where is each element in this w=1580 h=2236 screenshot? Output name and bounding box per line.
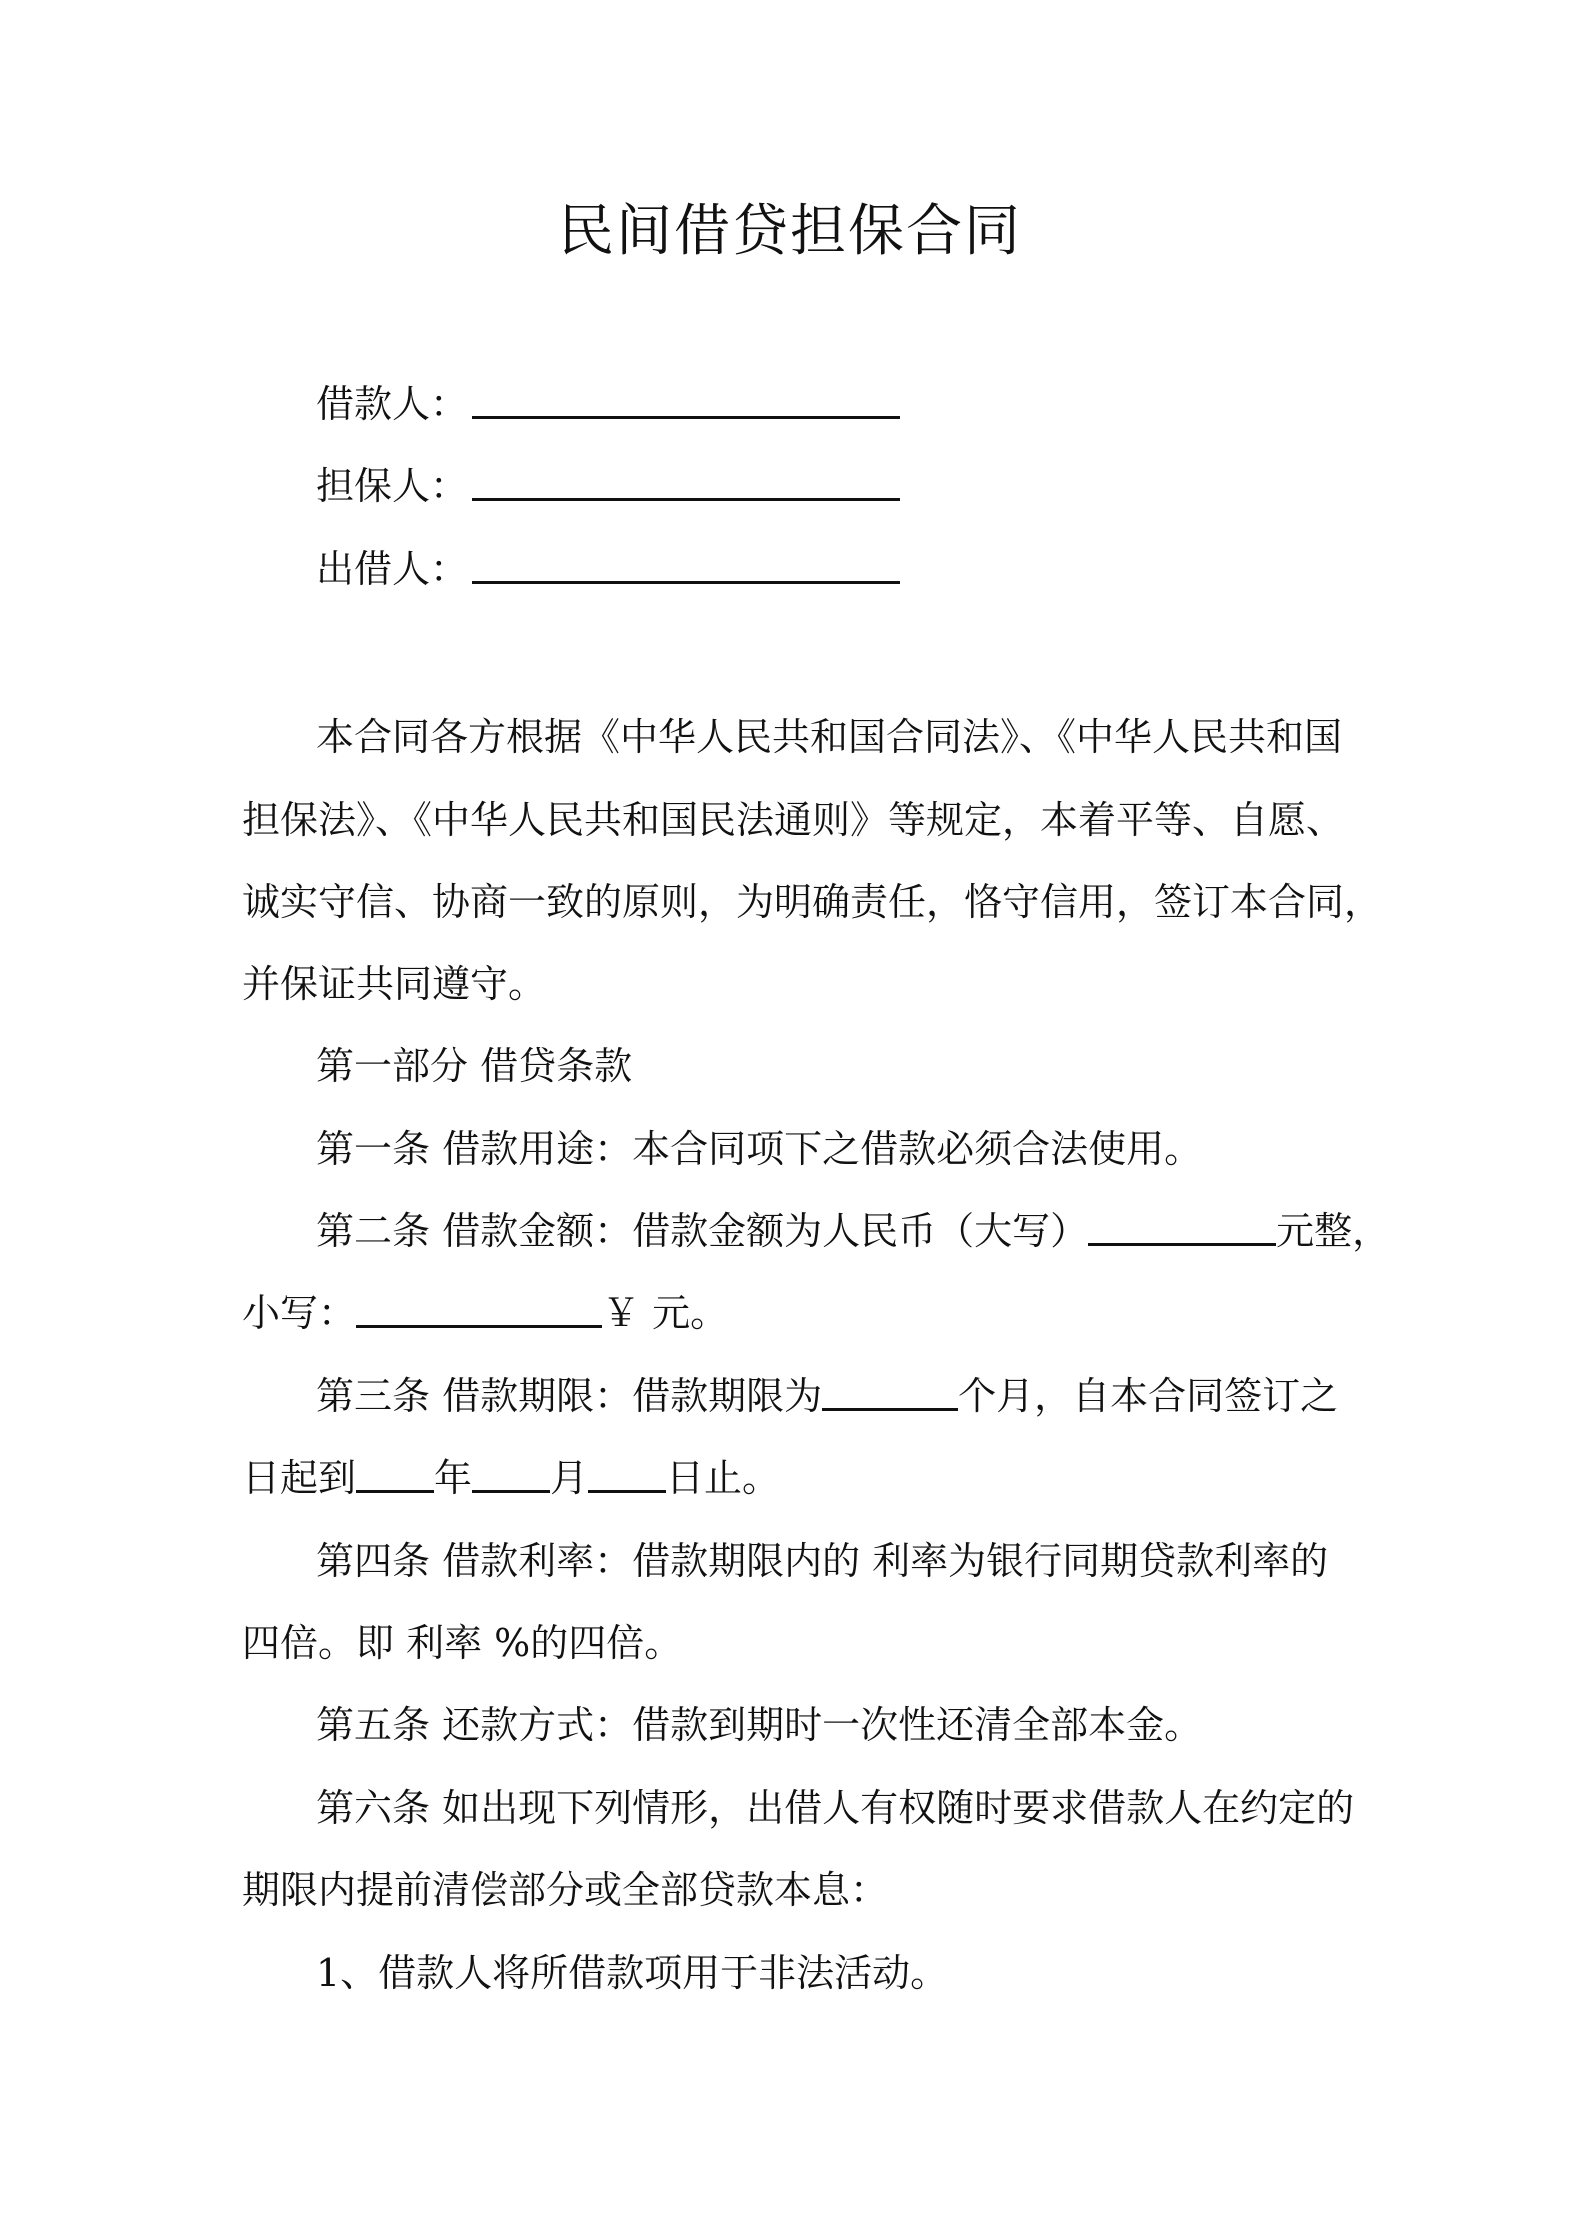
article-6-line-1: 第六条 如出现下列情形，出借人有权随时要求借款人在约定的 — [316, 1786, 1355, 1830]
intro-line-4: 并保证共同遵守。 — [242, 962, 547, 1006]
party-guarantor — [316, 456, 900, 516]
party-label-guarantor: 担保人： — [316, 464, 469, 508]
article-3-text-c: 日起到 — [242, 1456, 357, 1500]
article-4-line-1: 第四条 借款利率：借款期限内的 利率为银行同期贷款利率的 — [316, 1539, 1329, 1583]
end-month-blank[interactable] — [472, 1448, 550, 1493]
party-borrower — [316, 374, 900, 434]
intro-line-3: 诚实守信、协商一致的原则，为明确责任，恪守信用，签订本合同， — [242, 880, 1383, 924]
article-4-line-2: 四倍。即 利率 %的四倍。 — [242, 1621, 683, 1665]
article-2-text-d: ￥ 元。 — [602, 1291, 729, 1335]
document-title: 民间借贷担保合同 — [558, 199, 1022, 264]
article-6-item-1: 1、借款人将所借款项用于非法活动。 — [316, 1951, 949, 1995]
article-2-text-a: 第二条 借款金额：借款金额为人民币（大写） — [316, 1209, 1089, 1253]
article-2-text-b: 元整， — [1276, 1209, 1391, 1253]
article-3-day: 日止。 — [666, 1456, 781, 1500]
intro-line-1: 本合同各方根据《中华人民共和国合同法》、《中华人民共和国 — [316, 715, 1343, 759]
borrower-blank[interactable] — [472, 374, 900, 419]
article-1: 第一条 借款用途：本合同项下之借款必须合法使用。 — [316, 1127, 1203, 1171]
loan-months-blank[interactable] — [822, 1366, 958, 1411]
article-3-line-2 — [242, 1448, 780, 1508]
party-label-borrower: 借款人： — [316, 382, 469, 426]
article-3-line-1 — [316, 1366, 1338, 1426]
article-2-line-2 — [242, 1283, 728, 1343]
amount-lowercase-blank[interactable] — [356, 1283, 602, 1328]
article-2-line-1 — [316, 1201, 1390, 1261]
article-2-text-c: 小写： — [242, 1291, 357, 1335]
article-3-year: 年 — [434, 1456, 473, 1500]
end-day-blank[interactable] — [588, 1448, 666, 1493]
article-3-text-a: 第三条 借款期限：借款期限为 — [316, 1374, 823, 1418]
part-one-heading: 第一部分 借贷条款 — [316, 1044, 633, 1088]
end-year-blank[interactable] — [356, 1448, 434, 1493]
article-6-line-2: 期限内提前清偿部分或全部贷款本息： — [242, 1868, 889, 1912]
article-3-text-b: 个月，自本合同签订之 — [958, 1374, 1339, 1418]
intro-line-2: 担保法》、《中华人民共和国民法通则》等规定，本着平等、自愿、 — [242, 798, 1345, 842]
party-label-lender: 出借人： — [316, 547, 469, 591]
article-5: 第五条 还款方式：借款到期时一次性还清全部本金。 — [316, 1703, 1203, 1747]
amount-uppercase-blank[interactable] — [1088, 1201, 1276, 1246]
party-lender — [316, 539, 900, 599]
lender-blank[interactable] — [472, 539, 900, 584]
article-3-month: 月 — [550, 1456, 589, 1500]
guarantor-blank[interactable] — [472, 456, 900, 501]
